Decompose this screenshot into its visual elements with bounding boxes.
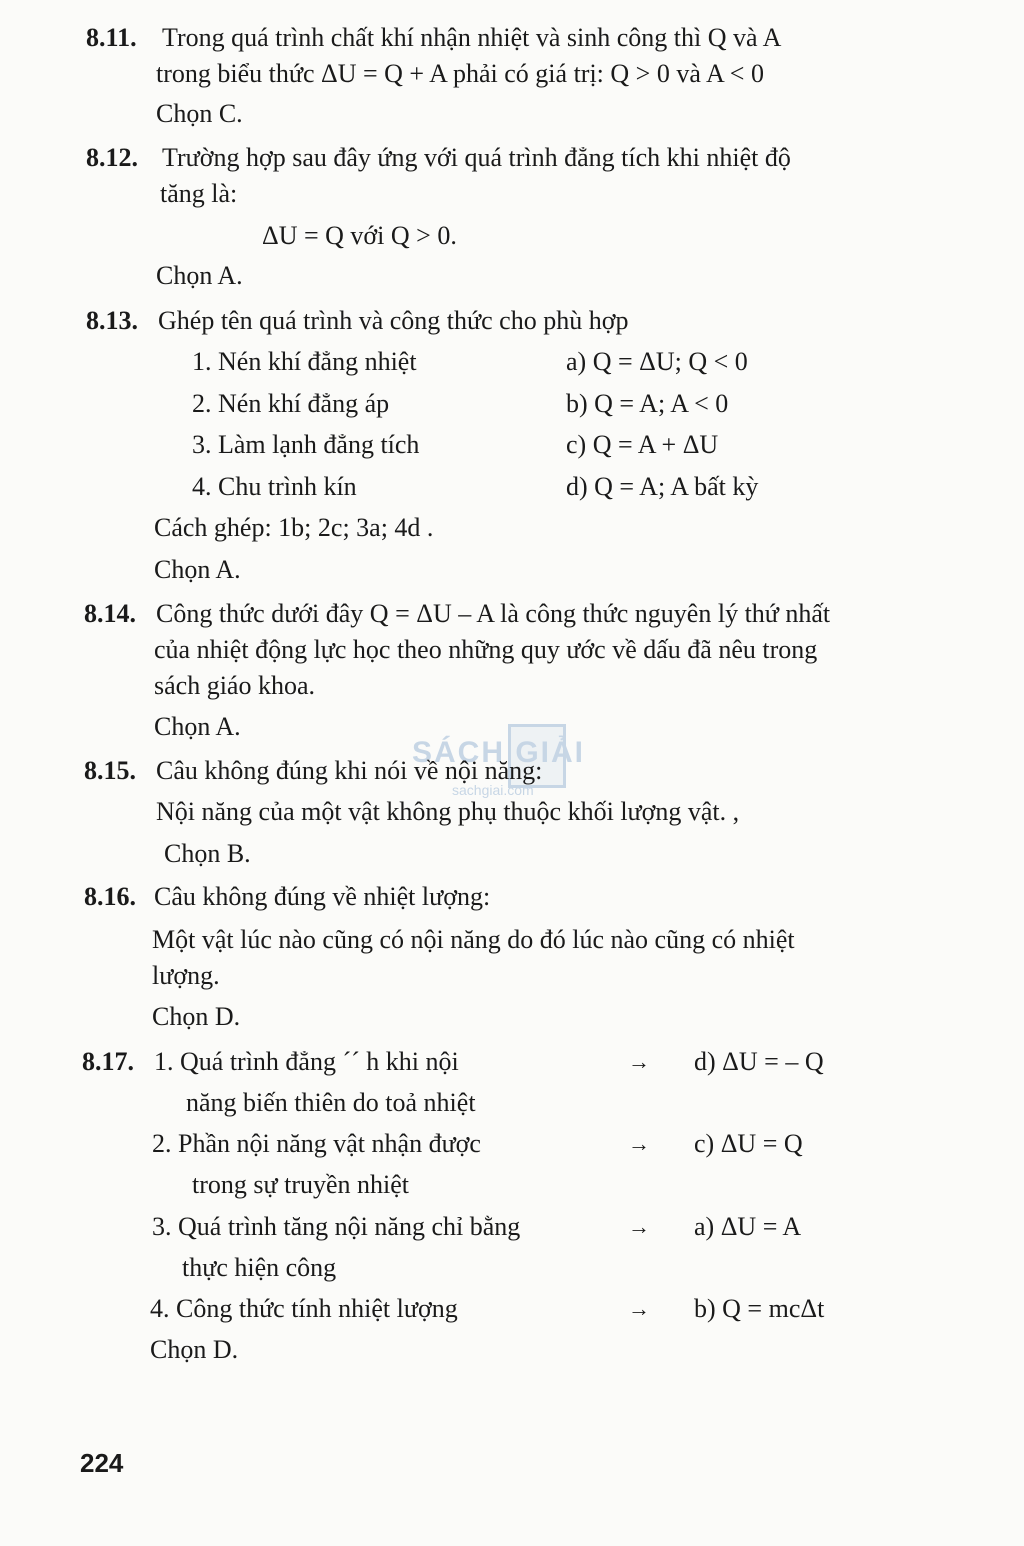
item-8-16-line2: Một vật lúc nào cũng có nội năng do đó lúc nào cũng có nhiệt (152, 925, 795, 954)
item-8-16-number: 8.16. (84, 882, 136, 911)
match-left-1: 1. Nén khí đẳng nhiệt (192, 347, 417, 376)
item-8-11-answer: Chọn C. (156, 99, 243, 128)
match-left-4: 4. Chu trình kín (192, 472, 357, 501)
page-number: 224 (80, 1448, 124, 1478)
item-8-15-line1: Câu không đúng khi nói về nội năng: (156, 756, 543, 785)
match-right-c: c) Q = A + ΔU (566, 430, 719, 459)
item-8-13-line1: Ghép tên quá trình và công thức cho phù hợp (158, 306, 629, 335)
match-right-b: b) Q = A; A < 0 (566, 389, 729, 418)
item-8-12-line2: tăng là: (160, 179, 238, 208)
item-8-15-answer: Chọn B. (164, 839, 251, 868)
match2-row2-left: 2. Phần nội năng vật nhận được (152, 1129, 481, 1158)
item-8-11-number: 8.11. (86, 23, 137, 52)
match2-row1-left-cont: năng biến thiên do toả nhiệt (186, 1088, 476, 1117)
match2-row3-right: a) ΔU = A (694, 1212, 802, 1241)
match2-row2-right: c) ΔU = Q (694, 1129, 803, 1158)
item-8-13-number: 8.13. (86, 306, 138, 335)
arrow-icon: → (628, 1131, 650, 1156)
item-8-11-line2: trong biểu thức ΔU = Q + A phải có giá trị: Q > 0 và A < 0 (156, 59, 764, 88)
item-8-15-line2: Nội năng của một vật không phụ thuộc khối lượng vật. , (156, 797, 740, 826)
match2-row1-left: 1. Quá trình đẳng ´´ h khi nội (154, 1047, 459, 1076)
match2-row4-left: 4. Công thức tính nhiệt lượng (150, 1294, 458, 1323)
item-8-12-answer: Chọn A. (156, 261, 243, 290)
item-8-12-formula: ΔU = Q với Q > 0. (262, 221, 457, 250)
arrow-icon: → (628, 1296, 650, 1321)
item-8-14-line2: của nhiệt động lực học theo những quy ước về dấu đã nêu trong (154, 635, 818, 664)
item-8-16-answer: Chọn D. (152, 1002, 241, 1031)
watermark-text: SÁCH GIẢI (412, 736, 586, 769)
item-8-14-answer: Chọn A. (154, 712, 241, 741)
item-8-16-line3: lượng. (152, 961, 220, 990)
match-left-2: 2. Nén khí đẳng áp (192, 389, 390, 418)
match2-row3-left-cont: thực hiện công (182, 1253, 337, 1282)
item-8-12-number: 8.12. (86, 143, 138, 172)
item-8-17-number: 8.17. (82, 1047, 134, 1076)
item-8-11-line1: Trong quá trình chất khí nhận nhiệt và sinh công thì Q và A (162, 23, 782, 52)
item-8-14-number: 8.14. (84, 599, 136, 628)
item-8-17-answer: Chọn D. (150, 1335, 239, 1364)
item-8-12-line1: Trường hợp sau đây ứng với quá trình đẳng tích khi nhiệt độ (162, 143, 791, 172)
item-8-14-line3: sách giáo khoa. (154, 671, 316, 700)
match2-row1-right: d) ΔU = – Q (694, 1047, 824, 1076)
match-left-3: 3. Làm lạnh đẳng tích (192, 430, 420, 459)
match-right-d: d) Q = A; A bất kỳ (566, 472, 759, 501)
watermark-subtext: sachgiai.com (452, 782, 534, 798)
match-right-a: a) Q = ΔU; Q < 0 (566, 347, 748, 376)
arrow-icon: → (628, 1214, 650, 1239)
match2-row4-right: b) Q = mcΔt (694, 1294, 825, 1323)
item-8-13-answer: Chọn A. (154, 555, 241, 584)
match2-row3-left: 3. Quá trình tăng nội năng chỉ bằng (152, 1212, 521, 1241)
item-8-16-line1: Câu không đúng về nhiệt lượng: (154, 882, 491, 911)
item-8-13-pairing: Cách ghép: 1b; 2c; 3a; 4d . (154, 513, 434, 542)
item-8-15-number: 8.15. (84, 756, 136, 785)
item-8-14-line1: Công thức dưới đây Q = ΔU – A là công thức nguyên lý thứ nhất (156, 599, 831, 628)
match2-row2-left-cont: trong sự truyền nhiệt (192, 1170, 410, 1199)
arrow-icon: → (628, 1049, 650, 1074)
